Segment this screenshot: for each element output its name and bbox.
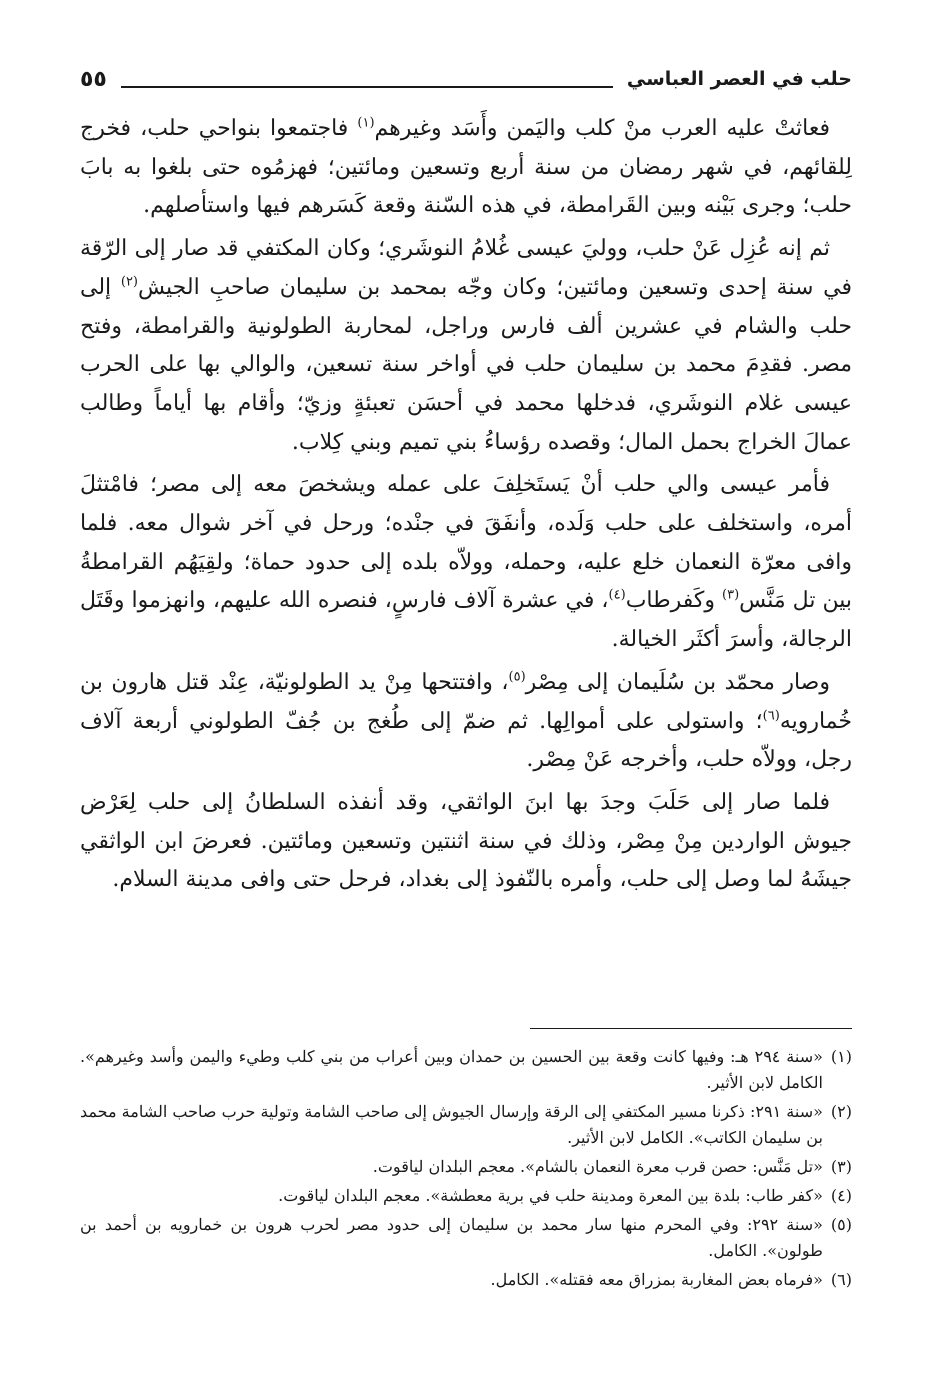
paragraph-text: ، وافتتحها مِنْ يد الطولونيّة، عِنْد قتل هارون بن خُمارويه — [80, 669, 852, 734]
paragraph-text: فأمر عيسى والي حلب أنْ يَستَخلِفَ على عمله ويشخصَ معه إلى مصر؛ فامْتثلَ أمره، واستخلف على حلب وَلَده، وأنفَقَ في جنْده؛ ورحل في آخر شوال معه. فلما وافى معرّة النعمان خلع عليه، وحمله، وولاّه بلده إلى حدود حماة؛ ولقِيَهُم القرامطةُ بين تل مَنَّس — [80, 472, 852, 614]
footnote-text: «سنة ٢٩١: ذكرنا مسير المكتفي إلى الرقة وإرسال الجيوش إلى صاحب الشامة وتولية حرب صاحب الشامة محمد بن سليمان الكاتب». الكامل لابن الأثير. — [80, 1102, 823, 1147]
footnote-1 — [80, 1044, 852, 1096]
footnote-number: (١) — [830, 1047, 852, 1066]
footnote-3 — [80, 1154, 852, 1180]
paragraph-text: فعاثتْ عليه العرب منْ كلب واليَمن وأَسَد وغيرهم — [374, 116, 830, 141]
paragraph-text: ؛ واستولى على أموالِها. ثم ضمّ إلى طُغج بن جُفّ الطولوني أربعة آلاف رجل، وولاّه حلب، وأخرجه عَنْ مِصْر. — [80, 708, 852, 773]
footnote-number: (٦) — [830, 1270, 852, 1289]
header-rule — [121, 86, 613, 88]
footnote-2 — [80, 1099, 852, 1151]
footnote-text: «تل مَنَّس: حصن قرب معرة النعمان بالشام». معجم البلدان لياقوت. — [372, 1157, 823, 1176]
footnote-ref: (١) — [357, 115, 375, 131]
paragraph-2 — [80, 230, 852, 462]
footnote-number: (٥) — [830, 1215, 852, 1234]
paragraph-text: وصار محمّد بن سُلَيمان إلى مِصْر — [525, 669, 830, 695]
footnote-text: «كفر طاب: بلدة بين المعرة ومدينة حلب في برية معطشة». معجم البلدان لياقوت. — [278, 1186, 823, 1205]
paragraph-1 — [80, 110, 852, 226]
footnote-4 — [80, 1183, 852, 1209]
footnote-text: «سنة ٢٩٤ هـ: وفيها كانت وقعة بين الحسين بن حمدان وبين أعراب من بني كلب وطيء واليمن وأسد وغيرهم». الكامل لابن الأثير. — [80, 1047, 823, 1092]
paragraph-text: ، في عشرة آلاف فارسٍ، فنصره الله عليهم، وانهزموا وقَتَل الرجالة، وأسرَ أكثَر الخيالة. — [80, 588, 852, 653]
page-number: ٥٥ — [80, 66, 107, 92]
footnote-number: (٤) — [830, 1186, 852, 1205]
footnote-number: (٣) — [830, 1157, 852, 1176]
footnote-text: «فرماه بعض المغاربة بمزراق معه فقتله». الكامل. — [490, 1270, 823, 1289]
paragraph-text: إلى حلب والشام في عشرين ألف فارس وراجل، لمحاربة الطولونية والقرامطة، وفتح مصر. فقدِمَ محمد بن سليمان حلب في أواخر سنة تسعين، والوالي بها على الحرب عيسى غلام النوشَري، فدخلها محمد في أحسَن تعبئةٍ وزيّ؛ وأقام بها أياماً وطالب عمالَ الخراج بحمل المال؛ وقصده رؤساءُ بني تميم وبني كِلاب. — [80, 274, 852, 455]
paragraph-text: وكَفرطاب — [625, 588, 723, 614]
footnote-ref: (٥) — [508, 669, 526, 685]
footnotes — [80, 1044, 852, 1296]
footnote-ref: (٣) — [722, 588, 740, 604]
footnote-ref: (٤) — [608, 588, 626, 604]
paragraph-text: فاجتمعوا بنواحي حلب، فخرج لِلقائهم، في شهر رمضان من سنة أربع وتسعين ومائتين؛ فهزمُوه حتى بلغوا به بابَ حلب؛ وجرى بَيْنه وبين القَرامطة، في هذه السّنة وقعة كَسَرهم فيها واستأصلهم. — [80, 116, 852, 219]
paragraph-4 — [80, 664, 852, 780]
footnote-text: «سنة ٢٩٢: وفي المحرم منها سار محمد بن سليمان إلى حدود مصر لحرب هرون بن خمارويه بن أحمد بن طولون». الكامل. — [80, 1215, 823, 1260]
footnote-separator — [530, 1028, 852, 1029]
page-header — [80, 62, 852, 96]
footnote-5 — [80, 1212, 852, 1264]
book-page — [80, 0, 852, 1382]
footnote-number: (٢) — [830, 1102, 852, 1121]
paragraph-text: ثم إنه عُزِل عَنْ حلب، ووليَ عيسى غُلامُ النوشَري؛ وكان المكتفي قد صار إلى الرّقة في سنة إحدى وتسعين ومائتين؛ وكان وجّه بمحمد بن سليمان صاحبِ الجيش — [80, 236, 852, 300]
paragraph-3 — [80, 466, 852, 660]
footnote-ref: (٦) — [762, 708, 780, 724]
paragraph-5 — [80, 784, 852, 900]
main-text — [80, 110, 852, 900]
footnote-ref: (٢) — [120, 274, 138, 290]
running-title: حلب في العصر العباسي — [626, 68, 852, 90]
footnote-6 — [80, 1267, 852, 1293]
paragraph-text: فلما صار إلى حَلَبَ وجدَ بها ابنَ الواثقي، وقد أنفذه السلطانُ إلى حلب لِعَرْض جيوش الواردين مِنْ مِصْر، وذلك في سنة اثنتين وتسعين ومائتين. فعرضَ ابن الواثقي جيشَهُ لما وصل إلى حلب، وأمره بالنّفوذ إلى بغداد، فرحل حتى وافى مدينة السلام. — [80, 789, 852, 893]
